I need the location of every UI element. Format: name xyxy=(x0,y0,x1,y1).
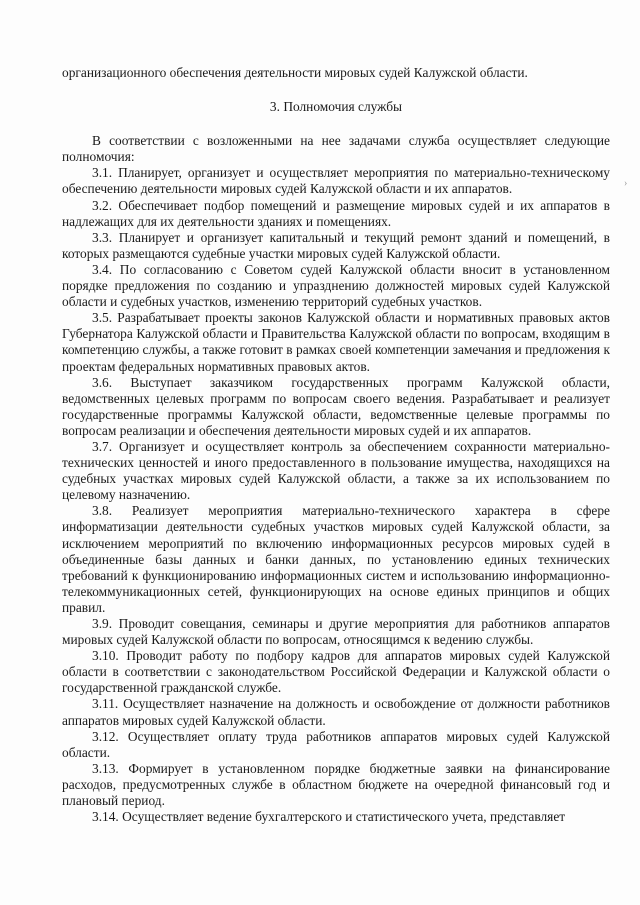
section-title: 3. Полномочия службы xyxy=(269,99,403,115)
paragraph-3-1: 3.1. Планирует, организует и осуществляет мероприятия по материально-техническому обеспечению деятельности мировых судей Калужской области и их аппаратов. xyxy=(62,165,610,197)
paragraph-3-8: 3.8. Реализует мероприятия материально-технического характера в сфере информатизации деятельности судебных участков мировых судей Калужской области, за исключением мероприятий по включению информационных ресурсов мировых судей в объединенные базы данных и банки данных, по установлению единых технических требований к функционированию информационных систем и использованию информационно-телекоммуникационных сетей, функционирующих на основе единых принципов и общих правил. xyxy=(62,503,610,615)
paragraph-3-10: 3.10. Проводит работу по подбору кадров для аппаратов мировых судей Калужской области в соответствии с законодательством Российской Федерации и Калужской области о государственной гражданской службе. xyxy=(62,648,610,696)
paragraph-3-9: 3.9. Проводит совещания, семинары и другие мероприятия для работников аппаратов мировых судей Калужской области по вопросам, относящимся к ведению службы. xyxy=(62,616,610,648)
paragraph-3-4: 3.4. По согласованию с Советом судей Калужской области вносит в установленном порядке предложения по созданию и упразднению должностей мировых судей Калужской области и судебных участков, изменению территорий судебных участков. xyxy=(62,261,610,310)
continuation-line: организационного обеспечения деятельности мировых судей Калужской области. xyxy=(62,65,528,80)
paragraph-3-3: 3.3. Планирует и организует капитальный и текущий ремонт зданий и помещений, в которых размещаются судебные участки мировых судей Калужской области. xyxy=(62,229,610,261)
paragraph-3-14: 3.14. Осуществляет ведение бухгалтерского и статистического учета, представляет xyxy=(92,809,566,825)
paragraph-3-5: 3.5. Разрабатывает проекты законов Калужской области и нормативных правовых актов Губернатора Калужской области и Правительства Калужской области по вопросам, входящим в компетенцию службы, а также готовит в рамках своей компетенции замечания и предложения к проектам федеральных нормативных правовых актов. xyxy=(62,310,610,374)
intro-paragraph: В соответствии с возложенными на нее задачами служба осуществляет следующие полномочия: xyxy=(62,133,610,165)
margin-mark: › xyxy=(624,178,628,189)
paragraph-3-7: 3.7. Организует и осуществляет контроль за обеспечением сохранности материально-технических ценностей и иного предоставленного в пользование имущества, находящихся на судебных участках мировых судей Калужской области, а также за их использованием по целевому назначению. xyxy=(62,438,610,503)
paragraph-3-13: 3.13. Формирует в установленном порядке бюджетные заявки на финансирование расходов, предусмотренных службе в областном бюджете на очередной финансовый год и плановый период. xyxy=(62,760,610,809)
paragraph-3-12: 3.12. Осуществляет оплату труда работников аппаратов мировых судей Калужской области. xyxy=(62,728,610,760)
paragraph-3-11: 3.11. Осуществляет назначение на должность и освобождение от должности работников аппаратов мировых судей Калужской области. xyxy=(62,696,610,728)
paragraph-3-2: 3.2. Обеспечивает подбор помещений и размещение мировых судей и их аппаратов в надлежащих для их деятельности зданиях и помещениях. xyxy=(62,197,610,229)
paragraph-3-6: 3.6. Выступает заказчиком государственных программ Калужской области, ведомственных целевых программ по вопросам своего ведения. Разрабатывает и реализует государственные программы Калужской области, ведомственные целевые программы по вопросам реализации и обеспечения деятельности мировых судей и их аппаратов. xyxy=(62,374,610,438)
document-body xyxy=(62,65,610,825)
